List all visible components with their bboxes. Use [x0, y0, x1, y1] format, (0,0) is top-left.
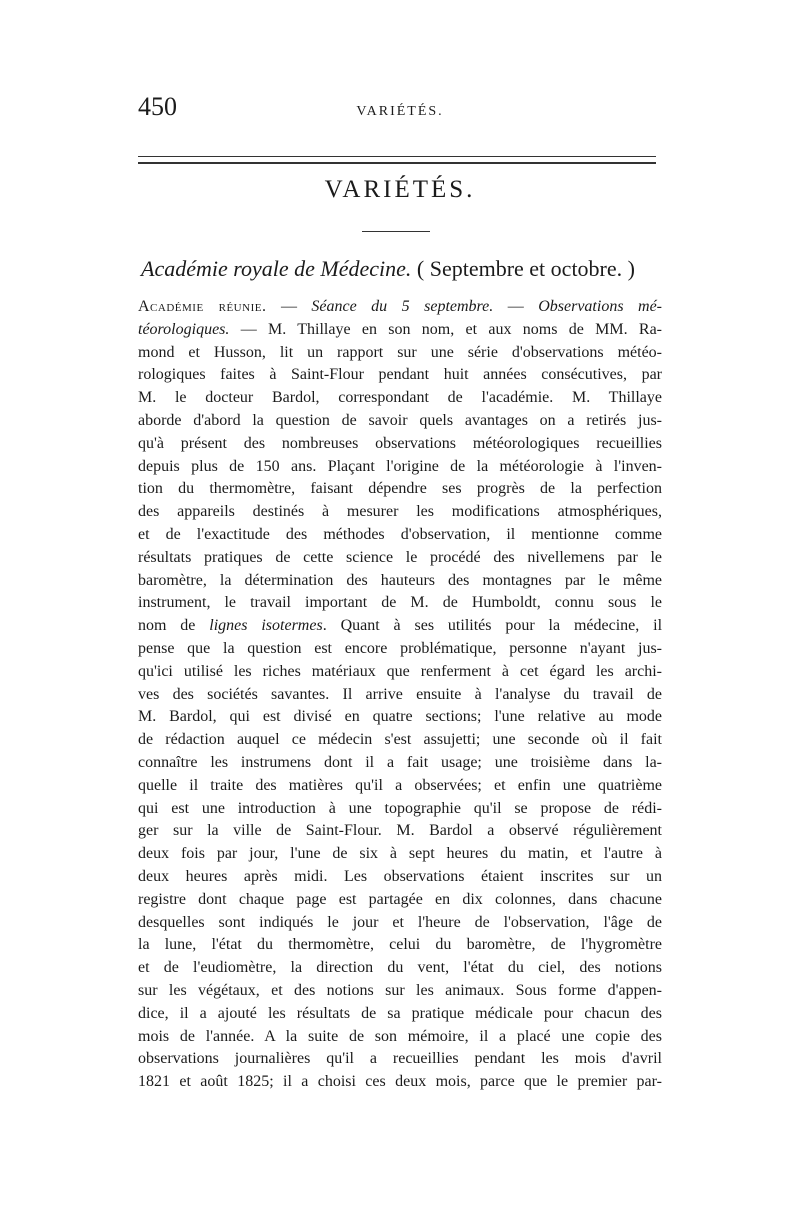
text-line: et de l'eudiomètre, la direction du vent, l'état du ciel, des notions — [138, 959, 662, 977]
text-run: Observations mé- — [538, 298, 662, 315]
header-double-rule — [138, 156, 656, 164]
text-line: dice, il a ajouté les résultats de sa pratique médicale pour chacun des — [138, 1004, 662, 1022]
title-rule — [362, 231, 430, 232]
text-line: des appareils destinés à mesurer les modifications atmosphériques, — [138, 503, 662, 521]
article-subtitle — [141, 256, 635, 282]
text-run: — M. Thillaye en son nom, et aux noms de MM. Ra- — [229, 320, 662, 338]
text-line: connaître les instrumens dont il a fait usage; une troisième dans la- — [138, 753, 662, 771]
section-title: VARIÉTÉS. — [324, 176, 476, 203]
text-line: 1821 et août 1825; il a choisi ces deux mois, parce que le premier par- — [138, 1073, 662, 1091]
text-line: depuis plus de 150 ans. Plaçant l'origine de la météorologie à l'inven- — [138, 457, 662, 475]
text-line: rologiques faites à Saint-Flour pendant huit années consécutives, par — [138, 366, 662, 384]
text-line — [138, 296, 662, 319]
text-run: — — [493, 298, 539, 315]
text-run: lignes isotermes — [209, 617, 323, 635]
text-line: quelle il traite des matières qu'il a observées; et enfin une quatrième — [138, 776, 662, 794]
text-line: et de l'exactitude des méthodes d'observation, il mentionne comme — [138, 525, 662, 543]
text-line: deux heures après midi. Les observations étaient inscrites sur un — [138, 867, 662, 885]
text-run: . Quant à ses utilités pour la médecine, il — [322, 617, 663, 635]
text-line: instrument, le travail important de M. de Humboldt, connu sous le — [138, 594, 662, 612]
text-run: Séance du 5 septembre. — [311, 298, 494, 315]
text-line: de rédaction auquel ce médecin s'est assujetti; une seconde où il fait — [138, 731, 662, 749]
text-line: aborde d'abord la question de savoir quels avantages on a retirés jus- — [138, 411, 662, 429]
text-line: tion du thermomètre, faisant dépendre ses progrès de la perfection — [138, 480, 662, 498]
page-number: 450 — [138, 92, 177, 121]
text-line: mond et Husson, lit un rapport sur une série d'observations météo- — [138, 343, 662, 361]
text-line: deux fois par jour, l'une de six à sept heures du matin, et l'autre à — [138, 845, 662, 863]
text-line: sur les végétaux, et des notions sur les animaux. Sous forme d'appen- — [138, 981, 662, 999]
text-line: la lune, l'état du thermomètre, celui du baromètre, de l'hygromètre — [138, 936, 662, 954]
text-line — [138, 615, 662, 638]
text-line: pense que la question est encore problématique, personne n'ayant jus- — [138, 639, 662, 657]
text-line: qui est une introduction à une topographie qu'il se propose de rédi- — [138, 799, 662, 817]
text-line: résultats pratiques de cette science le procédé des nivellemens par le — [138, 548, 662, 566]
text-line: qu'ici utilisé les riches matériaux que renferment à cet égard les archi- — [138, 662, 662, 680]
text-line: baromètre, la détermination des hauteurs des montagnes par le même — [138, 571, 662, 589]
running-head: VARIÉTÉS. — [356, 104, 444, 119]
subtitle-institution: Académie royale de Médecine. — [141, 256, 412, 281]
text-run: — — [266, 298, 312, 315]
text-line — [138, 319, 662, 342]
text-line: ves des sociétés savantes. Il arrive ensuite à l'analyse du travail de — [138, 685, 662, 703]
text-line: mois de l'année. A la suite de son mémoire, il a placé une copie des — [138, 1027, 662, 1045]
text-line: observations journalières qu'il a recueillies pendant les mois d'avril — [138, 1050, 662, 1068]
text-line: qu'à présent des nombreuses observations météorologiques recueillies — [138, 434, 662, 452]
text-run: nom de — [138, 617, 210, 635]
subtitle-period: ( Septembre et octobre. ) — [411, 256, 635, 281]
text-run: téorologiques. — [138, 320, 230, 338]
text-run: Académie réunie. — [138, 298, 267, 315]
body-text — [138, 296, 662, 1094]
text-line: registre dont chaque page est partagée en dix colonnes, dans chacune — [138, 890, 662, 908]
text-line: ger sur la ville de Saint-Flour. M. Bardol a observé régulièrement — [138, 822, 662, 840]
text-line: desquelles sont indiqués le jour et l'heure de l'observation, l'âge de — [138, 913, 662, 931]
text-line: M. le docteur Bardol, correspondant de l'académie. M. Thillaye — [138, 389, 662, 407]
text-line: M. Bardol, qui est divisé en quatre sections; l'une relative au mode — [138, 708, 662, 726]
